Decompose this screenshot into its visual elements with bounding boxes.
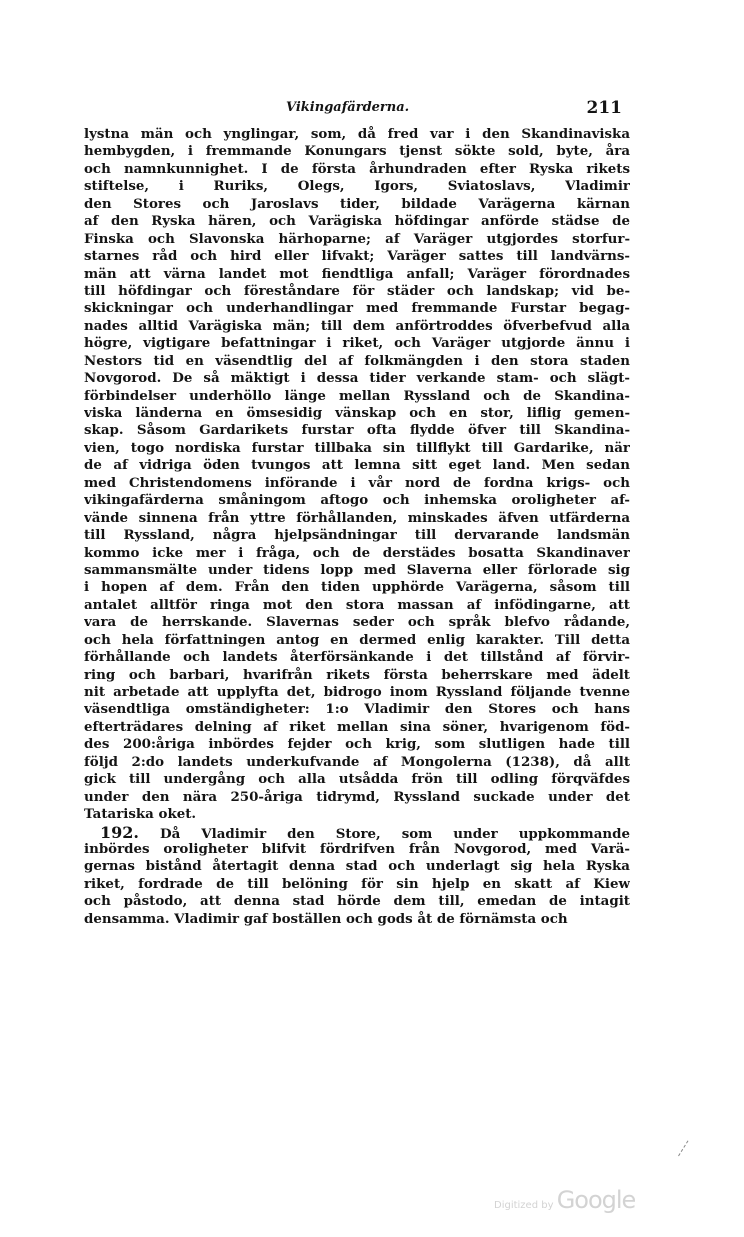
text-line: skickningar och underhandlingar med fremmande Furstar begag-	[84, 300, 630, 317]
text-line: af den Ryska hären, och Varägiska höfdingar anförde städse de	[84, 213, 630, 230]
text-line: Novgorod. De så mäktigt i dessa tider verkande stam- och slägt-	[84, 370, 630, 387]
text-line: och namnkunnighet. I de första århundraden efter Ryska rikets	[84, 160, 630, 177]
text-line: följd 2:do landets underkufvande af Mongolerna (1238), då allt	[84, 753, 630, 770]
text-line: till höfdingar och föreståndare för städer och landskap; vid be-	[84, 282, 630, 299]
text-line: förhållande och landets återförsänkande i det tillstånd af förvir-	[84, 649, 630, 666]
text-line: hembygden, i fremmande Konungars tjenst sökte sold, byte, åra	[84, 143, 630, 160]
text-line: densamma. Vladimir gaf boställen och gods åt de förnämsta och	[84, 910, 568, 927]
running-title: Vikingafärderna.	[286, 100, 410, 115]
text-line: viska länderna en ömsesidig vänskap och en stor, liflig gemen-	[84, 405, 630, 421]
text-line: nades alltid Varägiska män; till dem anförtroddes öfverbefvud alla	[84, 317, 630, 334]
text-line: gernas bistånd återtagit denna stad och underlagt sig hela Ryska	[84, 858, 630, 875]
text-line: och hela författningen antog en dermed enlig karakter. Till detta	[84, 631, 630, 648]
text-line: gick till undergång och alla utsådda frön till odling förqväfdes	[84, 771, 630, 788]
text-line: de af vidriga öden tvungos att lemna sitt eget land. Men sedan	[84, 457, 630, 474]
digitization-watermark	[494, 1186, 635, 1214]
text-line: des 200:åriga inbördes fejder och krig, som slutligen hade till	[84, 736, 630, 753]
page-number: 211	[586, 98, 622, 118]
text-line: skap. Såsom Gardarikets furstar ofta flydde öfver till Skandina-	[84, 422, 630, 439]
text-line: Finska och Slavonska härhoparne; af Varäger utgjordes storfur-	[84, 230, 630, 247]
body-text	[84, 126, 630, 928]
text-line: nit arbetade att upplyfta det, bidrogo inom Ryssland följande tvenne	[84, 684, 630, 700]
google-logo: Google	[556, 1186, 636, 1214]
running-header	[86, 100, 626, 122]
text-line: Nestors tid en väsendtlig del af folkmängden i den stora staden	[84, 352, 630, 369]
text-line: förbindelser underhöllo länge mellan Ryssland och de Skandina-	[84, 387, 630, 404]
text-line: med Christendomens införande i vår nord de fordna krigs- och	[84, 474, 630, 491]
text-line: väsendtliga omständigheter: 1:o Vladimir den Stores och hans	[84, 701, 630, 718]
text-line: och påstodo, att denna stad hörde dem till, emedan de intagit	[84, 893, 630, 910]
text-line: ring och barbari, hvarifrån rikets första beherrskare med ädelt	[84, 666, 630, 683]
text-line: antalet alltför ringa mot den stora massan af infödingarne, att	[84, 596, 630, 613]
text-line: inbördes oroligheter blifvit fördrifven från Novgorod, med Varä-	[84, 840, 630, 857]
text-line: högre, vigtigare befattningar i riket, och Varäger utgjorde ännu i	[84, 335, 630, 352]
text-line: Tatariska oket.	[84, 806, 197, 823]
section-number: 192.	[100, 823, 139, 841]
text-line: starnes råd och hird eller lifvakt; Varäger sattes till landvärns-	[84, 248, 630, 265]
text-line: efterträdares delning af riket mellan sina söner, hvarigenom föd-	[84, 718, 630, 735]
text-line: i hopen af dem. Från den tiden upphörde Varägerna, såsom till	[84, 579, 630, 596]
text-line: sammansmälte under tidens lopp med Slaverna eller förlorade sig	[84, 561, 630, 578]
text-line: vien, togo nordiska furstar tillbaka sin tillflykt till Gardarike, när	[84, 439, 630, 456]
text-line: vikingafärderna småningom aftogo och inhemska oroligheter af-	[84, 492, 630, 509]
text-line: kommo icke mer i fråga, och de derstädes bosatta Skandinaver	[84, 544, 630, 561]
text-line: den Stores och Jaroslavs tider, bildade Varägerna kärnan	[84, 195, 630, 212]
text-line: under den nära 250-åriga tidrymd, Ryssland suckade under det	[84, 788, 630, 805]
text-line: vände sinnena från yttre förhållanden, minskades äfven utfärderna	[84, 509, 630, 526]
text-line: lystna män och ynglingar, som, då fred var i den Skandinaviska	[84, 126, 630, 142]
section-line-text: Då Vladimir den Store, som under uppkommande	[159, 825, 630, 841]
text-line: till Ryssland, några hjelpsändningar till dervarande landsmän	[84, 527, 630, 544]
section-first-line	[84, 824, 630, 841]
watermark-prefix: Digitized by	[494, 1200, 554, 1211]
text-line: män att värna landet mot fiendtliga anfall; Varäger förordnades	[84, 265, 630, 282]
text-line: vara de herrskande. Slavernas seder och språk blefvo rådande,	[84, 614, 630, 631]
text-line: riket, fordrade de till belöning för sin hjelp en skatt af Kiew	[84, 875, 630, 892]
text-line: stiftelse, i Ruriks, Olegs, Igors, Sviatoslavs, Vladimir	[84, 178, 630, 195]
pencil-mark	[678, 1140, 697, 1161]
